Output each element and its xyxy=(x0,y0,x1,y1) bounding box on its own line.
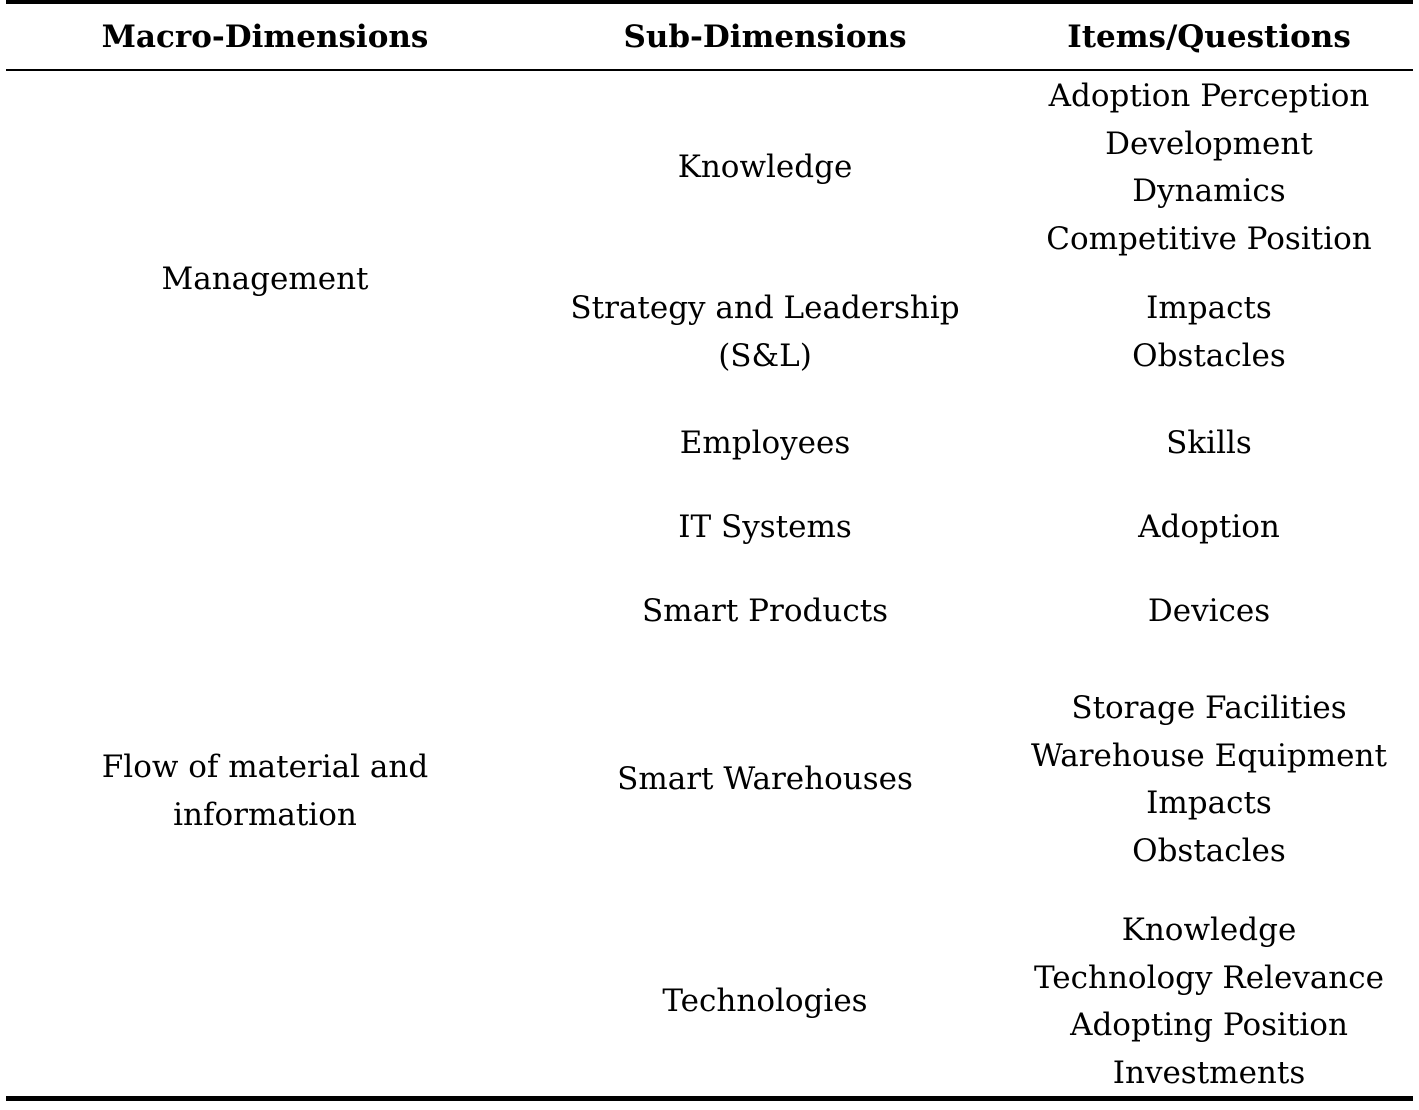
sub-label-line: Knowledge xyxy=(677,149,853,185)
header-sub-dimensions: Sub-Dimensions xyxy=(623,19,907,55)
item-line: Adoption Perception xyxy=(1048,78,1370,114)
sub-dimension-smart-products xyxy=(530,588,1000,636)
sub-label-line: Smart Products xyxy=(641,593,889,629)
macro-label-line: information xyxy=(173,796,357,833)
item-line: Impacts xyxy=(1146,785,1272,821)
sub-label-line: Employees xyxy=(679,425,851,461)
macro-dimension-flow xyxy=(30,744,500,839)
sub-dimension-employees xyxy=(530,420,1000,468)
sub-label-line: IT Systems xyxy=(678,509,852,545)
items-smart-products xyxy=(1004,588,1414,636)
items-smart-warehouses xyxy=(1004,685,1414,875)
sub-dimension-knowledge xyxy=(530,144,1000,192)
item-line: Dynamics xyxy=(1132,173,1286,209)
macro-label-line: Flow of material and xyxy=(101,749,429,785)
item-line: Adopting Position xyxy=(1070,1007,1348,1043)
item-line: Knowledge xyxy=(1121,912,1297,948)
macro-label-line: Management xyxy=(161,261,369,297)
item-line: Warehouse Equipment xyxy=(1031,737,1387,774)
items-technologies xyxy=(1004,907,1414,1097)
table-bottom-rule xyxy=(6,1096,1413,1101)
sub-label-line: Smart Warehouses xyxy=(617,761,913,797)
item-line: Devices xyxy=(1147,593,1271,629)
item-line: Technology Relevance xyxy=(1034,959,1384,996)
header-macro-dimensions: Macro-Dimensions xyxy=(101,19,429,55)
item-line: Obstacles xyxy=(1132,337,1286,374)
item-line: Skills xyxy=(1166,425,1252,461)
items-employees xyxy=(1004,420,1414,468)
item-line: Competitive Position xyxy=(1046,220,1372,257)
item-line: Development xyxy=(1105,125,1313,162)
item-line: Impacts xyxy=(1146,290,1272,326)
sub-dimension-it-systems xyxy=(530,504,1000,552)
items-it-systems xyxy=(1004,504,1414,552)
sub-dimension-strategy-leadership xyxy=(530,285,1000,380)
items-strategy-leadership xyxy=(1004,285,1414,380)
sub-dimension-smart-warehouses xyxy=(530,756,1000,804)
sub-label-line: Strategy and Leadership xyxy=(570,290,960,326)
macro-dimension-management xyxy=(30,256,500,304)
item-line: Storage Facilities xyxy=(1071,690,1347,726)
sub-label-line: Technologies xyxy=(662,983,868,1019)
sub-dimension-technologies xyxy=(530,978,1000,1026)
sub-label-line: (S&L) xyxy=(718,337,812,374)
item-line: Investments xyxy=(1112,1054,1306,1091)
table-top-rule xyxy=(6,0,1413,4)
item-line: Adoption xyxy=(1138,509,1280,545)
items-knowledge xyxy=(1004,73,1414,263)
header-items-questions: Items/Questions xyxy=(1067,19,1351,55)
table-header-rule xyxy=(6,69,1413,71)
item-line: Obstacles xyxy=(1132,832,1286,869)
